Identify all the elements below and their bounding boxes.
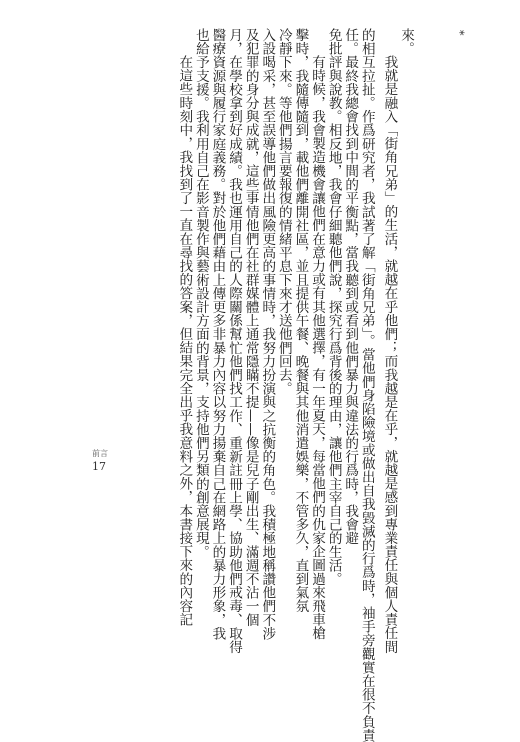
page-number: 17 — [92, 460, 106, 473]
text-column: 擊時，我隨傳隨到，載他們離開社區，並且提供午餐、晚餐與其他消遣娛樂，不管多久，直到氣氛 — [292, 28, 309, 613]
text-column: 的相互拉扯。作爲研究者，我試著了解「街角兄弟」。當他們身陷險境或做出自我毀滅的行爲時，袖手旁觀實在很不負責 — [358, 28, 375, 742]
vertical-text-block — [176, 28, 414, 742]
text-column: 我就是融入「街角兄弟」的生活，就越在乎他們；而我越是在乎，就越是感到專業責任與個人責任間 — [381, 55, 398, 654]
text-column: 有時候，我會製造機會讓他們在意力或有其他選擇，有一年夏天，每當他們的仇家企圖過來飛車槍 — [309, 55, 326, 640]
text-column: 入設喝采，甚至誤導他們做出風險更高的事情時，我努力扮演與之抗衡的角色。我積極地稱讚他們不涉 — [259, 28, 276, 640]
text-column: 在這些時刻中，我找到了一直在尋找的答案，但結果完全出乎我意料之外，本書接下來的內容記 — [176, 55, 193, 627]
text-column: 冷靜下來。等他們揚言要報復的情緒平息下來才送他們回去。 — [275, 28, 292, 396]
text-column: 免批評與說教。相反地，我會仔細聽他們說，探究行爲背後的理由，讓他們主宰自己的生活。 — [325, 28, 342, 586]
text-column: 月，在學校拿到好成績。我也運用自己的人際關係幫忙他們找工作、重新註冊上學、協助他們戒毒、取得 — [226, 28, 243, 654]
text-column: 及犯罪的身分與成就，這些事情他們在社群媒體上通常隱瞞不提——像是兒子剛出生、滿週不沾一個 — [242, 28, 259, 627]
footnote-mark: * — [453, 30, 466, 36]
text-column: 任。最終我總會找到中間的平衡點，當我聽到或看到他們暴力與違法的行爲時，我會避 — [342, 28, 359, 545]
text-column: 來。 — [398, 28, 414, 56]
running-footer: 前言 — [92, 449, 108, 458]
text-column: 也給予支援。我利用自己在影音製作與藝術設計方面的背景，支持他們另類的創意展現。 — [192, 28, 209, 559]
text-column: 醫療資源與履行家庭義務。對於他們藉由上傳更多非暴力內容以努力揚棄自己在網路上的暴力形象，我 — [209, 28, 226, 640]
